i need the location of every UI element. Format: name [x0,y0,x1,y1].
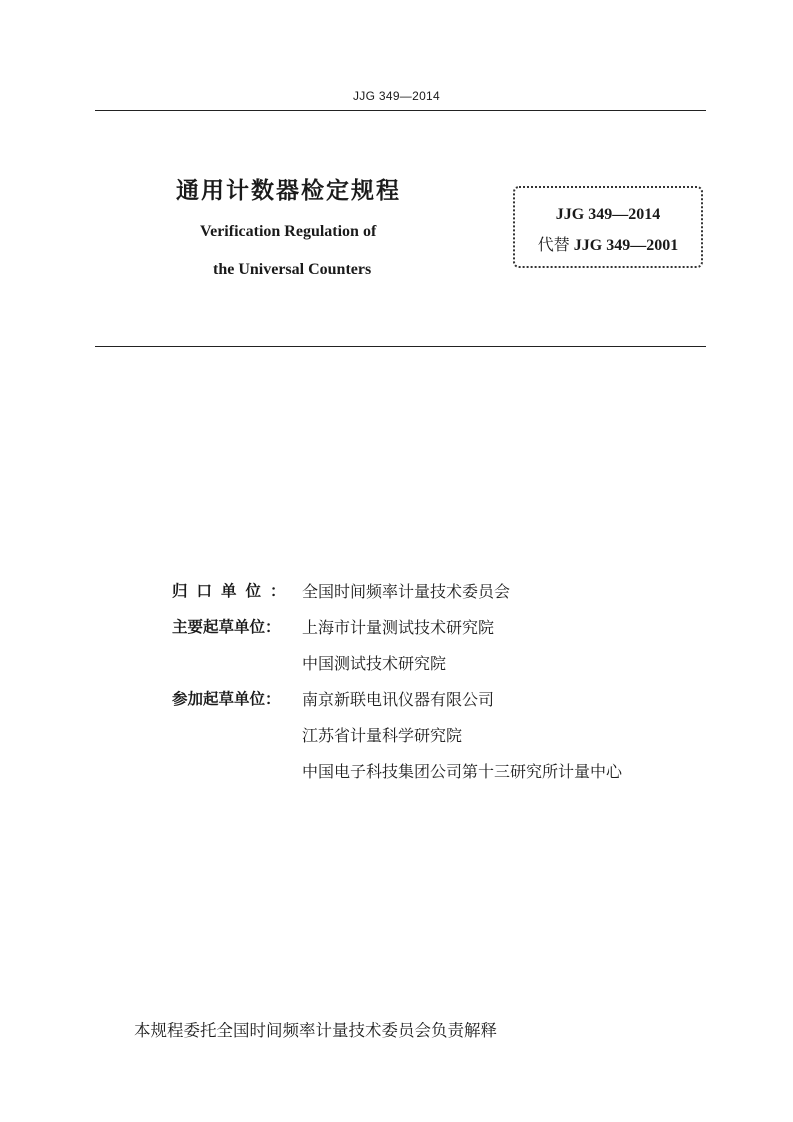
org-value: 上海市计量测试技术研究院 [302,618,495,637]
replaces-code-line [515,232,701,255]
middle-divider [95,346,706,347]
regulation-code-box [513,186,703,268]
org-label-main-drafting: 主要起草单位： [172,618,281,636]
org-label-responsible: 归口单位： [172,582,295,600]
org-value: 南京新联电讯仪器有限公司 [302,690,495,709]
document-code-header: JJG 349—2014 [353,89,440,103]
title-english-line1: Verification Regulation of [200,223,377,240]
org-label-participating: 参加起草单位： [172,690,281,708]
replaces-prefix: 代替 [537,235,570,254]
org-value: 全国时间频率计量技术委员会 [302,582,511,601]
org-value: 中国测试技术研究院 [302,654,447,673]
top-divider [95,110,706,111]
regulation-code: JJG 349—2014 [555,206,661,223]
org-value: 中国电子科技集团公司第十三研究所计量中心 [302,762,623,781]
title-english-line2: the Universal Counters [213,261,372,278]
title-chinese: 通用计数器检定规程 [176,178,401,204]
org-value: 江苏省计量科学研究院 [302,726,463,745]
replaces-code: JJG 349—2001 [569,237,679,254]
interpretation-note: 本规程委托全国时间频率计量技术委员会负责解释 [134,1021,497,1040]
